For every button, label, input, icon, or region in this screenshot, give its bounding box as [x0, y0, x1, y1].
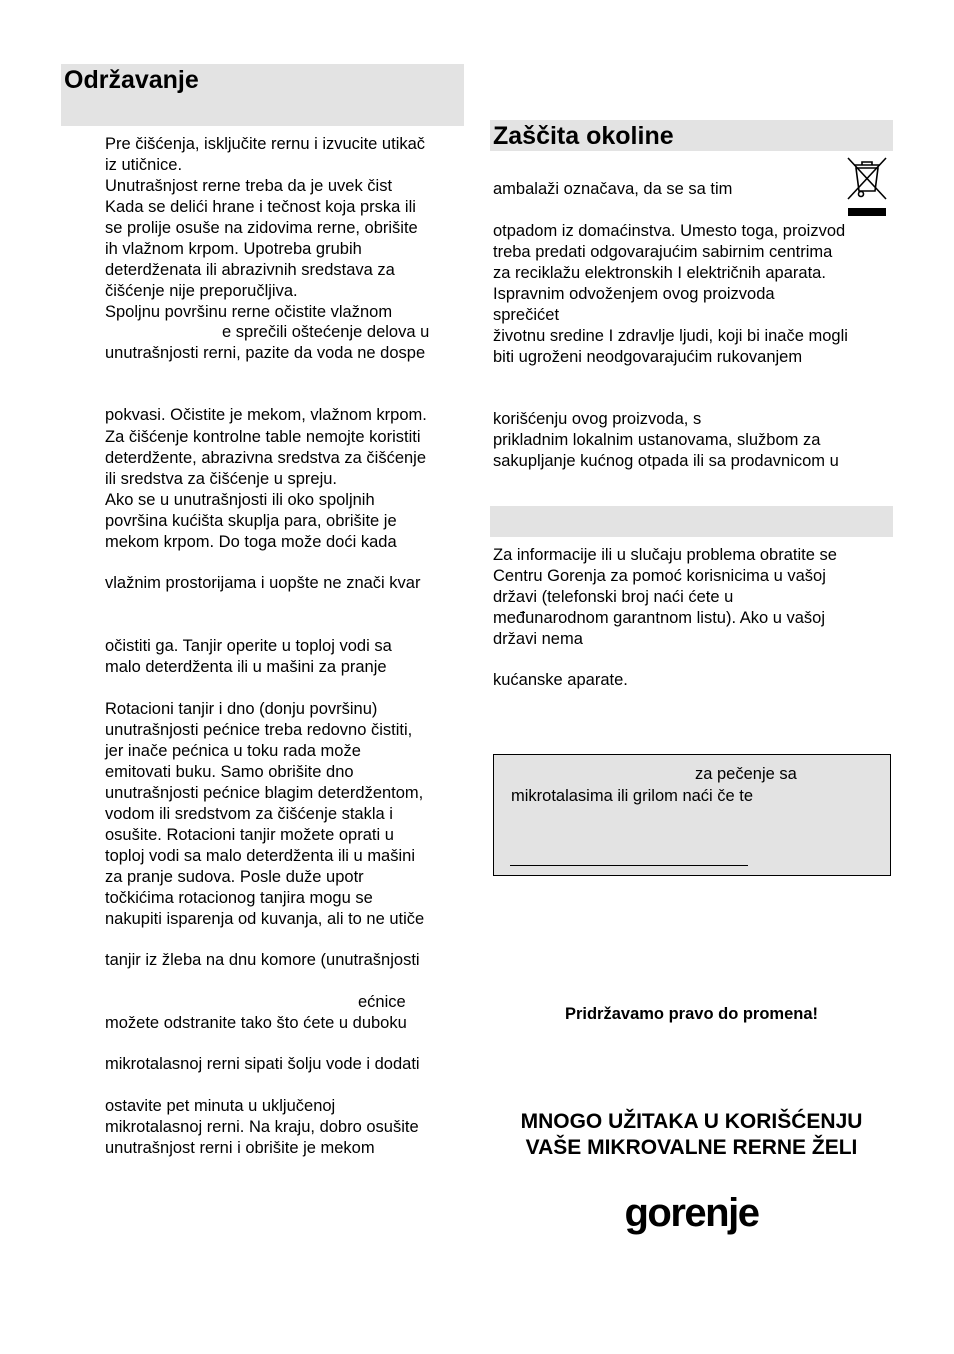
- environment-line: korišćenju ovog proizvoda, s: [493, 410, 702, 428]
- maintenance-line: iz utičnice.: [105, 156, 183, 174]
- reserve-rights-note: Pridržavamo pravo do promena!: [564, 1005, 819, 1023]
- service-line: međunarodnom garantnom listu). Ako u vašoj: [493, 609, 826, 627]
- maintenance-line: očistiti ga. Tanjir operite u toploj vodi sa: [105, 637, 392, 655]
- maintenance-line: toploj vodi sa malo deterdženta ili u mašini: [105, 847, 415, 865]
- maintenance-line: emitovati buku. Samo obrišite dno: [105, 763, 354, 781]
- service-line: Za informacije ili u slučaju problema obratite se: [493, 546, 837, 564]
- maintenance-line: tanjir iz žleba na dnu komore (unutrašnjosti: [105, 951, 420, 969]
- environment-line: sprečićet: [493, 306, 560, 324]
- closing-line-2: VAŠE MIKROVALNE RERNE ŽELI: [525, 1136, 858, 1159]
- notice-line: mikrotalasima ili grilom naći če te: [511, 787, 754, 805]
- maintenance-line: osušite. Rotacioni tanjir možete oprati u: [105, 826, 394, 844]
- maintenance-line: e sprečili oštećenje delova u: [222, 323, 430, 341]
- maintenance-line: ostavite pet minuta u uključenoj: [105, 1097, 336, 1115]
- crossed-out-wheelie-bin-icon: [842, 153, 892, 224]
- maintenance-line: unutrašnjost rerni i obrišite je mekom: [105, 1139, 375, 1157]
- environment-heading-bar: [490, 120, 893, 151]
- maintenance-line: za pranje sudova. Posle duže upotr: [105, 868, 364, 886]
- maintenance-line: površina kućišta skuplja para, obrišite je: [105, 512, 397, 530]
- maintenance-line: ećnice: [358, 993, 406, 1011]
- maintenance-line: unutrašnjosti pećnice blagim deterdžentom,: [105, 784, 424, 802]
- environment-title: Zaščita okoline: [493, 122, 674, 150]
- maintenance-line: Unutrašnjost rerne treba da je uvek čist: [105, 177, 393, 195]
- maintenance-line: možete odstranite tako što ćete u duboku: [105, 1014, 407, 1032]
- environment-line: biti ugroženi neodgovarajućim rukovanjem: [493, 348, 803, 366]
- service-line: državi nema: [493, 630, 583, 648]
- service-line: kućanske aparate.: [493, 671, 628, 689]
- maintenance-line: mikrotalasnoj rerni sipati šolju vode i dodati: [105, 1055, 420, 1073]
- environment-line: treba predati odgovarajućim sabirnim centrima: [493, 243, 833, 261]
- maintenance-line: mekom krpom. Do toga može doći kada: [105, 533, 397, 551]
- environment-line: ambalaži označava, da se sa tim: [493, 180, 733, 198]
- maintenance-line: Pre čišćenja, isključite rernu i izvucite utikač: [105, 135, 426, 153]
- maintenance-title: Održavanje: [64, 66, 199, 94]
- maintenance-line: Kada se delići hrane i tečnost koja prska ili: [105, 198, 416, 216]
- maintenance-line: unutrašnjosti pećnice treba redovno čistiti,: [105, 721, 413, 739]
- notice-line: za pečenje sa: [695, 765, 797, 783]
- maintenance-line: ili sredstva za čišćenje u spreju.: [105, 470, 338, 488]
- service-line: Centru Gorenja za pomoć korisnicima u vašoj: [493, 567, 826, 585]
- maintenance-line: vlažnim prostorijama i uopšte ne znači kvar: [105, 574, 421, 592]
- maintenance-line: mikrotalasnoj rerni. Na kraju, dobro osušite: [105, 1118, 419, 1136]
- environment-line: sakupljanje kućnog otpada ili sa prodavnicom u: [493, 452, 839, 470]
- maintenance-line: deterdžente, abrazivna sredstva za čišćenje: [105, 449, 427, 467]
- environment-line: životnu sredine I zdravlje ljudi, koji bi inače mogli: [493, 327, 848, 345]
- environment-line: za reciklažu elektronskih I električnih aparata.: [493, 264, 826, 282]
- maintenance-line: pokvasi. Očistite je mekom, vlažnom krpom.: [105, 406, 427, 424]
- closing-line-1: MNOGO UŽITAKA U KORIŠĆENJU: [520, 1110, 863, 1133]
- maintenance-line: malo deterdženta ili u mašini za pranje: [105, 658, 387, 676]
- maintenance-line: jer inače pećnica u toku rada može: [105, 742, 361, 760]
- maintenance-line: se prolije osuše na zidovima rerne, obrišite: [105, 219, 418, 237]
- service-heading-bar: [490, 506, 893, 537]
- maintenance-line: Spoljnu površinu rerne očistite vlažnom: [105, 303, 393, 321]
- notice-box: [493, 754, 891, 876]
- maintenance-line: Za čišćenje kontrolne table nemojte koristiti: [105, 428, 421, 446]
- notice-underline: [510, 865, 748, 866]
- maintenance-line: ih vlažnom krpom. Upotreba grubih: [105, 240, 362, 258]
- service-title: [490, 506, 893, 507]
- environment-line: prikladnim lokalnim ustanovama, službom za: [493, 431, 821, 449]
- maintenance-line: točkićima rotacionog tanjira mogu se: [105, 889, 373, 907]
- environment-line: otpadom iz domaćinstva. Umesto toga, proizvod: [493, 222, 846, 240]
- environment-line: Ispravnim odvoženjem ovog proizvoda: [493, 285, 775, 303]
- maintenance-line: Rotacioni tanjir i dno (donju površinu): [105, 700, 378, 718]
- maintenance-line: Ako se u unutrašnjosti ili oko spoljnih: [105, 491, 375, 509]
- maintenance-line: vodom ili sredstvom za čišćenje stakla i: [105, 805, 393, 823]
- maintenance-line: čišćenje nije preporučljiva.: [105, 282, 298, 300]
- gorenje-logo: gorenje: [624, 1191, 759, 1235]
- maintenance-line: nakupiti isparenja od kuvanja, ali to ne utiče: [105, 910, 425, 928]
- maintenance-line: deterdženata ili abrazivnih sredstava za: [105, 261, 395, 279]
- maintenance-heading-bar: [61, 64, 464, 126]
- service-line: državi (telefonski broj naći ćete u: [493, 588, 734, 606]
- maintenance-line: unutrašnjosti rerni, pazite da voda ne dospe: [105, 344, 426, 362]
